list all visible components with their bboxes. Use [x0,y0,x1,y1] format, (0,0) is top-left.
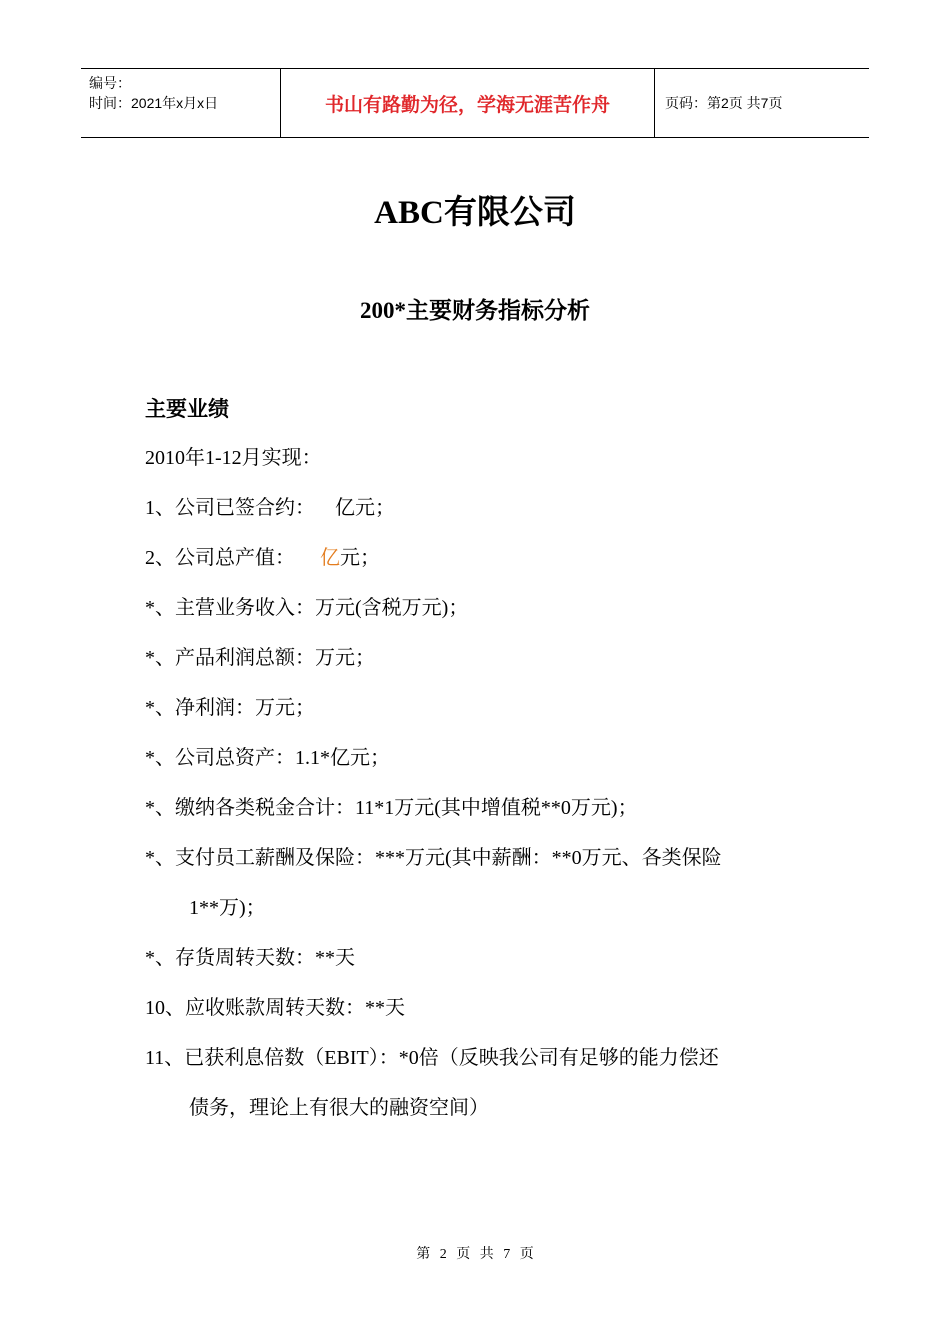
motto-text: 书山有路勤为径，学海无涯苦作舟 [324,93,610,116]
company-title: ABC有限公司 [374,195,576,231]
list-item: *、主营业务收入：万元(含税万元)； [145,597,469,619]
page-info-text: 页码：第2页 共7页 [665,95,783,111]
list-item [145,540,825,590]
number-label: 编号： [89,75,131,91]
item2-prefix: 2、公司总产值： [145,547,320,569]
list-item-continuation: 债务，理论上有很大的融资空间） [189,1097,489,1119]
list-item: *、存货周转天数：**天 [145,947,355,969]
item2-suffix: 元； [340,547,380,569]
list-item: *、公司总资产：1.1*亿元； [145,747,390,769]
item2-highlight: 亿 [320,547,340,569]
list-item: 10、应收账款周转天数：**天 [145,997,405,1019]
list-item: *、产品利润总额：万元； [145,647,375,669]
time-label: 时间：2021年x月x日 [89,95,219,111]
motto-cell [281,69,655,137]
section-title: 主要业绩 [145,397,229,421]
list-item: *、净利润：万元； [145,697,315,719]
list-item: 1、公司已签合约： 亿元； [145,497,395,519]
page-info-cell [655,69,869,137]
list-item-continuation: 1**万)； [189,897,266,919]
intro-line: 2010年1-12月实现： [145,447,322,469]
list-item: 11、已获利息倍数（EBIT）：*0倍（反映我公司有足够的能力偿还 [145,1047,719,1069]
page-footer: 第 2 页 共 7 页 [416,1247,534,1262]
report-subtitle: 200*主要财务指标分析 [360,298,590,323]
header-table [81,68,869,138]
header-meta-cell [81,69,281,137]
list-item: *、缴纳各类税金合计：11*1万元(其中增值税**0万元)； [145,797,638,819]
list-item: *、支付员工薪酬及保险：***万元(其中薪酬：**0万元、各类保险 [145,847,722,869]
performance-list [145,440,825,1140]
